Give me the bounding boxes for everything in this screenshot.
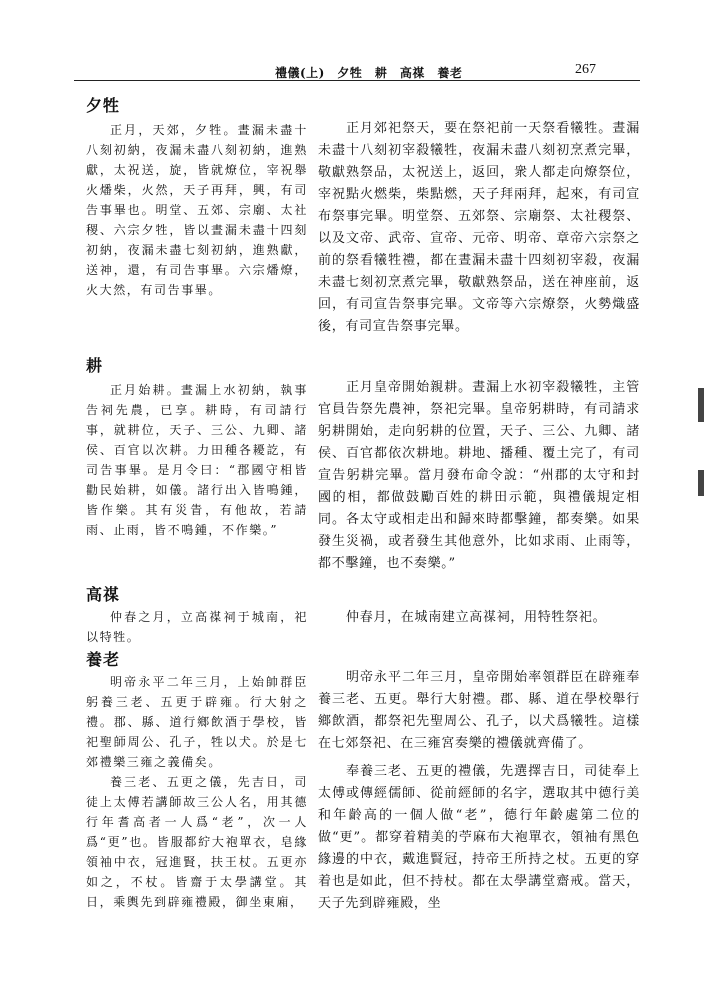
section-heading-gaomei: 高禖	[86, 585, 121, 604]
page-number: 267	[575, 62, 596, 77]
translation-text-yanglao-1: 明帝永平二年三月，皇帝開始率領群臣在辟雍奉養三老、五更。舉行大射禮。郡、縣、道在學校舉行鄉飲酒，都祭祀先聖周公、孔子，以犬爲犧牲。這樣在七郊祭祀、在三雍宮奏樂的禮儀就齊備了。	[318, 670, 640, 751]
scan-edge-mark	[698, 470, 704, 496]
right-section-yanglao	[318, 667, 640, 915]
original-text-xisheng: 正月，天郊，夕牲。晝漏未盡十八刻初納，夜漏未盡八刻初納，進熟獻，太祝送，旋，皆就燎位，宰祝舉火燔柴，火然，天子再拜，興，有司告事畢也。明堂、五郊、宗廟、太社稷、六宗夕牲，皆以晝漏未盡十四刻初納，夜漏未盡七刻初納，進熟獻，送神，還，有司告事畢。六宗燔燎，火大然，有司告事畢。	[86, 123, 308, 297]
translation-text-geng: 正月皇帝開始親耕。晝漏上水初宰殺犧牲，主管官員告祭先農神，祭祀完畢。皇帝躬耕時，有司請求躬耕開始，走向躬耕的位置，天子、三公、九卿、諸侯、百官都依次耕地。耕地、播種、覆土完了，有司宣告躬耕完畢。當月發布命令說：“州郡的太守和封國的相，都做鼓勵百姓的耕田示範，與禮儀規定相同。各太守或相走出和歸來時都擊鐘，都奏樂。如果發生災禍，或者發生其他意外，比如求雨、止雨等，都不擊鐘，也不奏樂。”	[318, 380, 640, 571]
translation-text-gaomei: 仲春月，在城南建立高禖祠，用特牲祭祀。	[346, 610, 607, 625]
translation-text-xisheng: 正月郊祀祭天，要在祭祀前一天祭看犧牲。晝漏未盡十八刻初宰殺犧牲，夜漏未盡八刻初烹煮完畢，敬獻熟祭品，太祝送上，返回，衆人都走向燎祭位，宰祝點火燃柴，柴點燃，天子拜兩拜，起來，有司宣布祭事完畢。明堂祭、五郊祭、宗廟祭、太社稷祭、以及文帝、武帝、宣帝、元帝、明帝、章帝六宗祭之前的祭看犧牲禮，都在晝漏未盡十四刻初宰殺，夜漏未盡七刻初烹煮完畢，敬獻熟祭品，送在神座前，返回，有司宣告祭事完畢。文帝等六宗燎祭，火勢熾盛後，有司宣告祭事完畢。	[318, 121, 640, 334]
page-header-title: 禮儀(上) 夕牲 耕 高禖 養老	[275, 66, 463, 80]
section-heading-yanglao: 養老	[86, 650, 121, 669]
translation-text-yanglao-2: 奉養三老、五更的禮儀，先選擇吉日，司徒奉上太傅或傳經儒師、從前經師的名字，選取其中德行美和年齡高的一個人做“老”，德行年齡處第二位的做“更”。都穿着精美的苧麻布大袍單衣，領袖有黑色緣邊的中衣，戴進賢冠，持帝王所持之杖。五更的穿着也是如此，但不持杖。都在太學講堂齋戒。當天，天子先到辟雍殿，坐	[318, 764, 640, 911]
section-heading-geng: 耕	[86, 356, 104, 375]
original-text-yanglao-2: 養三老、五更之儀，先吉日，司徒上太傅若講師故三公人名，用其德行年耆高者一人爲“老”，次一人爲“更”也。皆服都紵大袍單衣，皂緣領袖中衣，冠進賢，扶王杖。五更亦如之，不杖。皆齋于太學講堂。其日，乘輿先到辟雍禮殿，御坐東廂，	[86, 775, 308, 909]
left-section-yanglao	[86, 650, 308, 912]
scan-edge-mark	[698, 388, 704, 422]
original-text-geng: 正月始耕。晝漏上水初納，執事告祠先農，已享。耕時，有司請行事，就耕位，天子、三公、九卿、諸侯、百官以次耕。力田種各耰訖，有司告事畢。是月令曰：“郡國守相皆勸民始耕，如儀。諸行出入皆鳴鍾，皆作樂。其有災眚，有他故，若請雨、止雨，皆不鳴鍾，不作樂。”	[86, 383, 308, 537]
right-section-xisheng	[318, 118, 640, 338]
left-section-geng	[86, 356, 308, 540]
left-section-gaomei	[86, 585, 308, 647]
left-section-xisheng	[86, 96, 308, 300]
original-text-gaomei: 仲春之月，立高禖祠于城南，祀以特牲。	[86, 610, 308, 644]
section-heading-xisheng: 夕牲	[86, 96, 121, 115]
right-section-gaomei	[318, 607, 640, 629]
header-rule	[74, 80, 640, 81]
original-text-yanglao-1: 明帝永平二年三月，上始帥群臣躬養三老、五更于辟雍。行大射之禮。郡、縣、道行鄉飲酒于學校，皆祀聖師周公、孔子，牲以犬。於是七郊禮樂三雍之義備矣。	[86, 675, 308, 769]
right-section-geng	[318, 377, 640, 575]
